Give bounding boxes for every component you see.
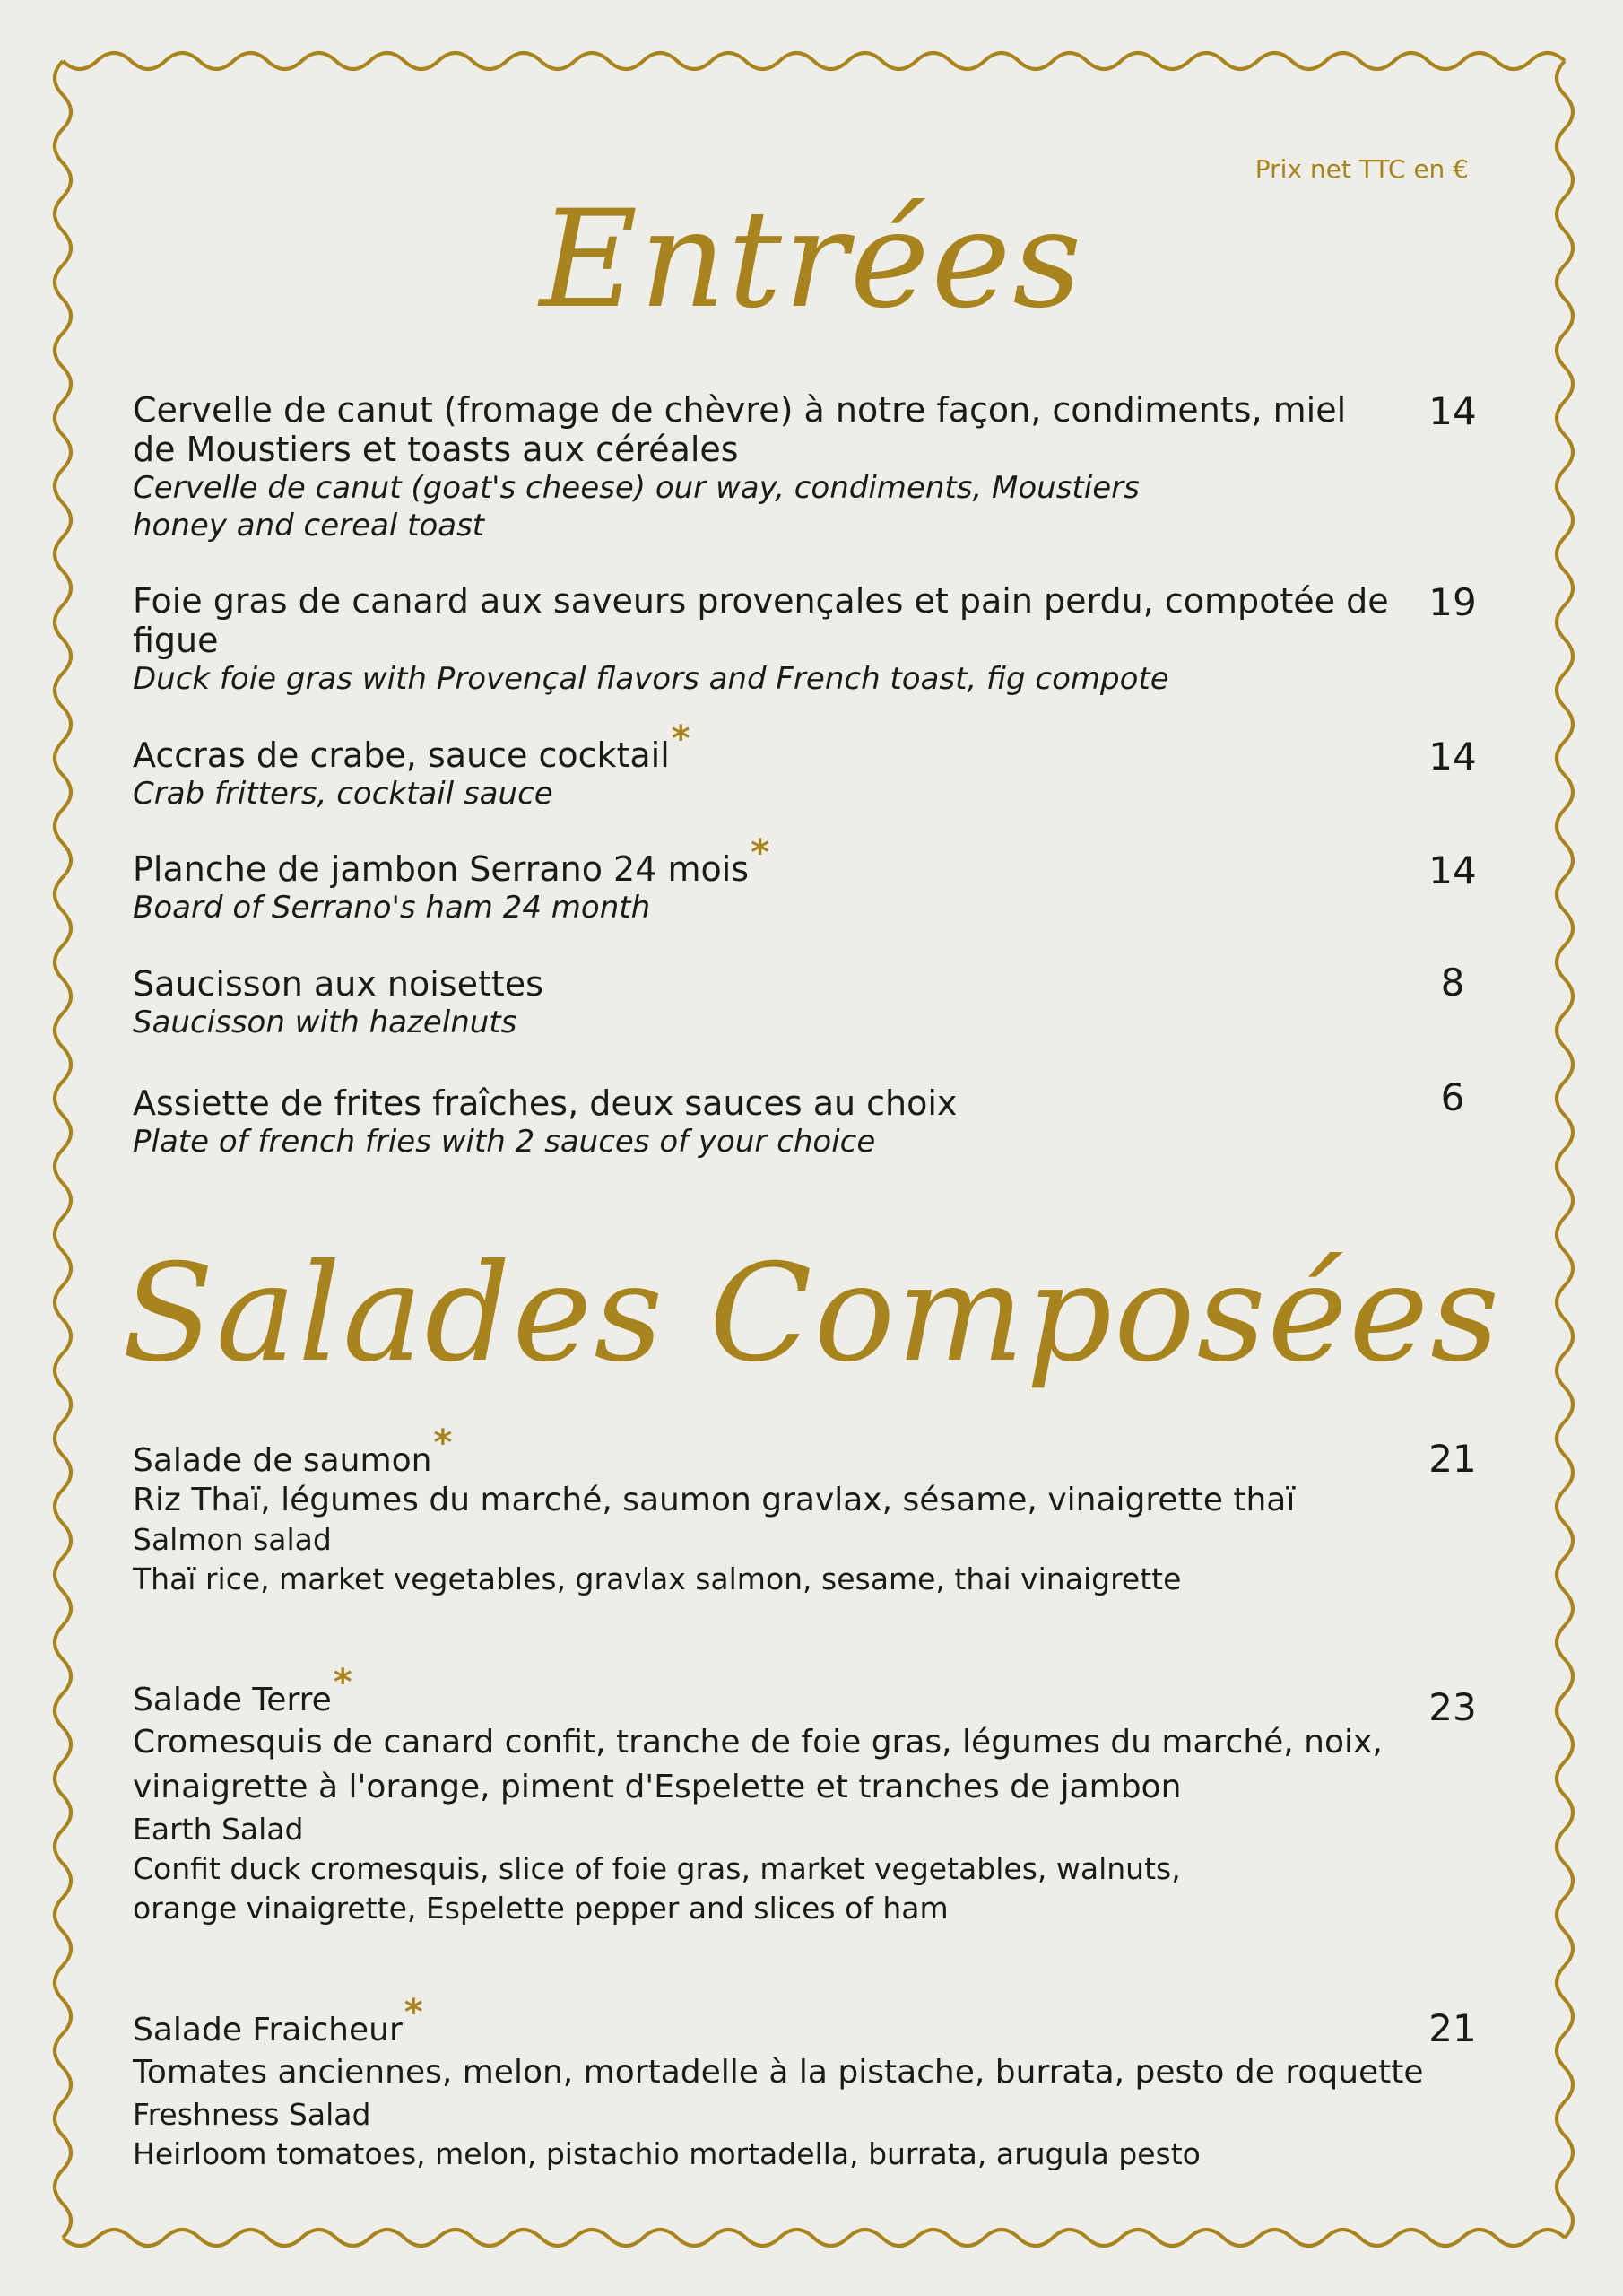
item-translation: Duck foie gras with Provençal flavors and French toast, fig compote bbox=[133, 661, 1169, 697]
item-name: Foie gras de canard aux saveurs provençales et pain perdu, compotée de figue bbox=[133, 581, 1389, 660]
item-price: 21 bbox=[1428, 2006, 1477, 2050]
item-name: Planche de jambon Serrano 24 mois bbox=[133, 849, 750, 889]
item-description: Cromesquis de canard confit, tranche de foie gras, légumes du marché, noix, vinaigrette à l'orange, piment d'Espelette et tranches de jambon bbox=[133, 1724, 1383, 1805]
asterisk-marker: * bbox=[671, 718, 690, 760]
menu-item bbox=[133, 581, 1478, 698]
item-price: 19 bbox=[1428, 580, 1477, 624]
menu-item bbox=[133, 832, 1478, 926]
section-title-salades: Salades Composées bbox=[121, 1236, 1502, 1392]
item-translation: Board of Serrano's ham 24 month bbox=[133, 890, 651, 926]
item-name: Assiette de frites fraîches, deux sauces au choix bbox=[133, 1083, 958, 1123]
item-description: Riz Thaï, légumes du marché, saumon gravlax, sésame, vinaigrette thaï bbox=[133, 1482, 1296, 1518]
item-description-en: Heirloom tomatoes, melon, pistachio mortadella, burrata, arugula pesto bbox=[133, 2136, 1201, 2171]
item-price: 8 bbox=[1440, 961, 1465, 1004]
asterisk-marker: * bbox=[751, 832, 770, 874]
asterisk-marker: * bbox=[333, 1662, 352, 1703]
menu-item bbox=[133, 1422, 1478, 1599]
item-price: 14 bbox=[1428, 389, 1477, 433]
item-price: 14 bbox=[1428, 848, 1477, 892]
item-price: 23 bbox=[1428, 1685, 1477, 1729]
item-name-en: Earth Salad bbox=[133, 1812, 304, 1847]
item-description-en: Thaï rice, market vegetables, gravlax salmon, sesame, thai vinaigrette bbox=[133, 1561, 1182, 1596]
item-description: Tomates anciennes, melon, mortadelle à la pistache, burrata, pesto de roquette bbox=[133, 2054, 1424, 2091]
menu-item bbox=[133, 718, 1478, 813]
item-name: Salade de saumon bbox=[133, 1442, 432, 1479]
item-name: Salade Terre bbox=[133, 1682, 332, 1718]
menu-item bbox=[133, 390, 1478, 544]
item-price: 21 bbox=[1428, 1437, 1477, 1481]
item-name: Saucisson aux noisettes bbox=[133, 964, 543, 1004]
item-price: 14 bbox=[1428, 735, 1477, 778]
item-price: 6 bbox=[1440, 1075, 1465, 1119]
item-translation: Cervelle de canut (goat's cheese) our way, condiments, Moustiers honey and cereal toast bbox=[133, 470, 1140, 544]
item-description-en: Confit duck cromesquis, slice of foie gras, market vegetables, walnuts, orange vinaigrette, Espelette pepper and slices of ham bbox=[133, 1851, 1181, 1926]
item-translation: Plate of french fries with 2 sauces of your choice bbox=[133, 1124, 876, 1160]
item-name: Cervelle de canut (fromage de chèvre) à notre façon, condiments, miel de Moustiers et toasts aux céréales bbox=[133, 390, 1347, 469]
menu-item bbox=[133, 1992, 1478, 2174]
menu-item bbox=[133, 964, 1478, 1041]
section-title-entrees: Entrées bbox=[539, 182, 1084, 338]
menu-item bbox=[133, 1083, 1478, 1161]
menu-item bbox=[133, 1662, 1478, 1928]
item-name: Accras de crabe, sauce cocktail bbox=[133, 735, 670, 775]
price-note: Prix net TTC en € bbox=[1254, 154, 1469, 184]
item-name-en: Freshness Salad bbox=[133, 2097, 371, 2132]
asterisk-marker: * bbox=[433, 1422, 453, 1464]
item-translation: Crab fritters, cocktail sauce bbox=[133, 776, 553, 812]
item-name: Salade Fraicheur bbox=[133, 2012, 403, 2048]
item-translation: Saucisson with hazelnuts bbox=[133, 1004, 517, 1040]
asterisk-marker: * bbox=[404, 1992, 423, 2033]
item-name-en: Salmon salad bbox=[133, 1522, 332, 1557]
